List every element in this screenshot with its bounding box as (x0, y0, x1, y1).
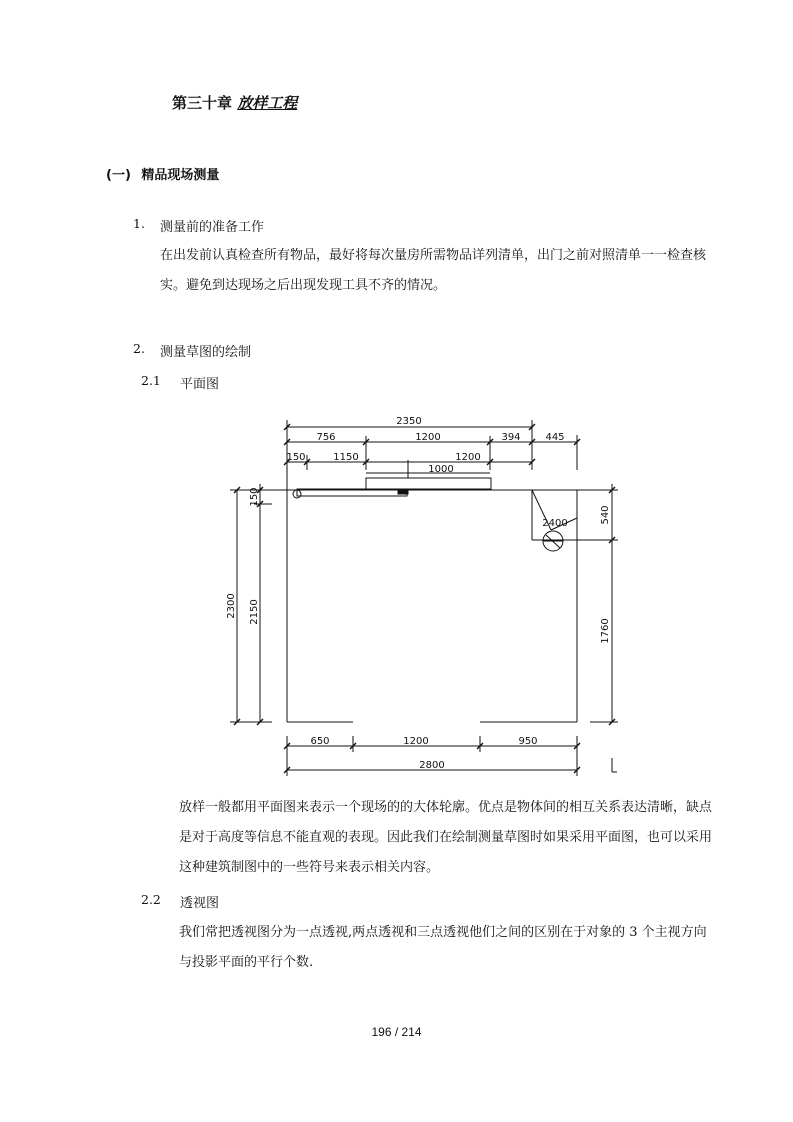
dim-top-inner-2: 1150 (333, 452, 359, 463)
chapter-name: 放样工程 (237, 94, 298, 112)
section-label: (一) (106, 168, 131, 183)
chapter-number: 第三十章 (172, 94, 233, 112)
dim-top-inner-1: 150 (286, 452, 306, 463)
perspective-paragraph: 我们常把透视图分为一点透视,两点透视和三点透视他们之间的区别在于对象的 3 个主视方向与投影平面的平行个数. (179, 925, 707, 970)
dim-top-seg-1: 756 (316, 432, 336, 443)
subsection-2-2-title: 透视图 (180, 896, 220, 911)
dim-top-seg-3: 394 (501, 432, 521, 443)
dim-right-top: 540 (600, 505, 611, 525)
dim-bottom-seg-1: 650 (310, 736, 330, 747)
dim-bottom-total: 2800 (419, 760, 445, 771)
dim-bottom-seg-2: 1200 (403, 736, 429, 747)
dim-left-top: 150 (249, 487, 260, 507)
item-2-title: 测量草图的绘制 (160, 345, 252, 360)
dim-right-bottom: 1760 (600, 618, 611, 644)
item-1-paragraph: 在出发前认真检查所有物品，最好将每次量房所需物品详列清单，出门之前对照清单一一检查核实。避免到达现场之后出现发现工具不齐的情况。 (160, 248, 707, 293)
dim-left-outer: 2300 (226, 593, 237, 619)
plan-paragraph: 放样一般都用平面图来表示一个现场的的大体轮廓。优点是物体间的相互关系表达清晰，缺点是对于高度等信息不能直观的表现。因此我们在绘制测量草图时如果采用平面图，也可以采用这种建筑制图中的一些符号来表示相关内容。 (179, 800, 713, 875)
item-1-number: 1. (133, 216, 145, 231)
subsection-2-2-number: 2.2 (141, 892, 161, 907)
dim-top-total: 2350 (396, 416, 422, 427)
dim-corner-label: 2400 (542, 518, 568, 529)
dim-window-width: 1000 (428, 464, 454, 475)
dim-top-seg-4: 445 (545, 432, 565, 443)
dim-top-seg-2: 1200 (415, 432, 441, 443)
subsection-2-1-number: 2.1 (141, 373, 161, 388)
item-1-title: 测量前的准备工作 (160, 220, 265, 235)
dim-left-inner: 2150 (249, 599, 260, 625)
subsection-2-1-title: 平面图 (180, 377, 220, 392)
page-number: 196 / 214 (371, 1025, 422, 1039)
section-title: 精品现场测量 (141, 168, 220, 183)
item-2-number: 2. (133, 341, 145, 356)
dim-bottom-seg-3: 950 (518, 736, 538, 747)
dim-top-inner-3: 1200 (455, 452, 481, 463)
